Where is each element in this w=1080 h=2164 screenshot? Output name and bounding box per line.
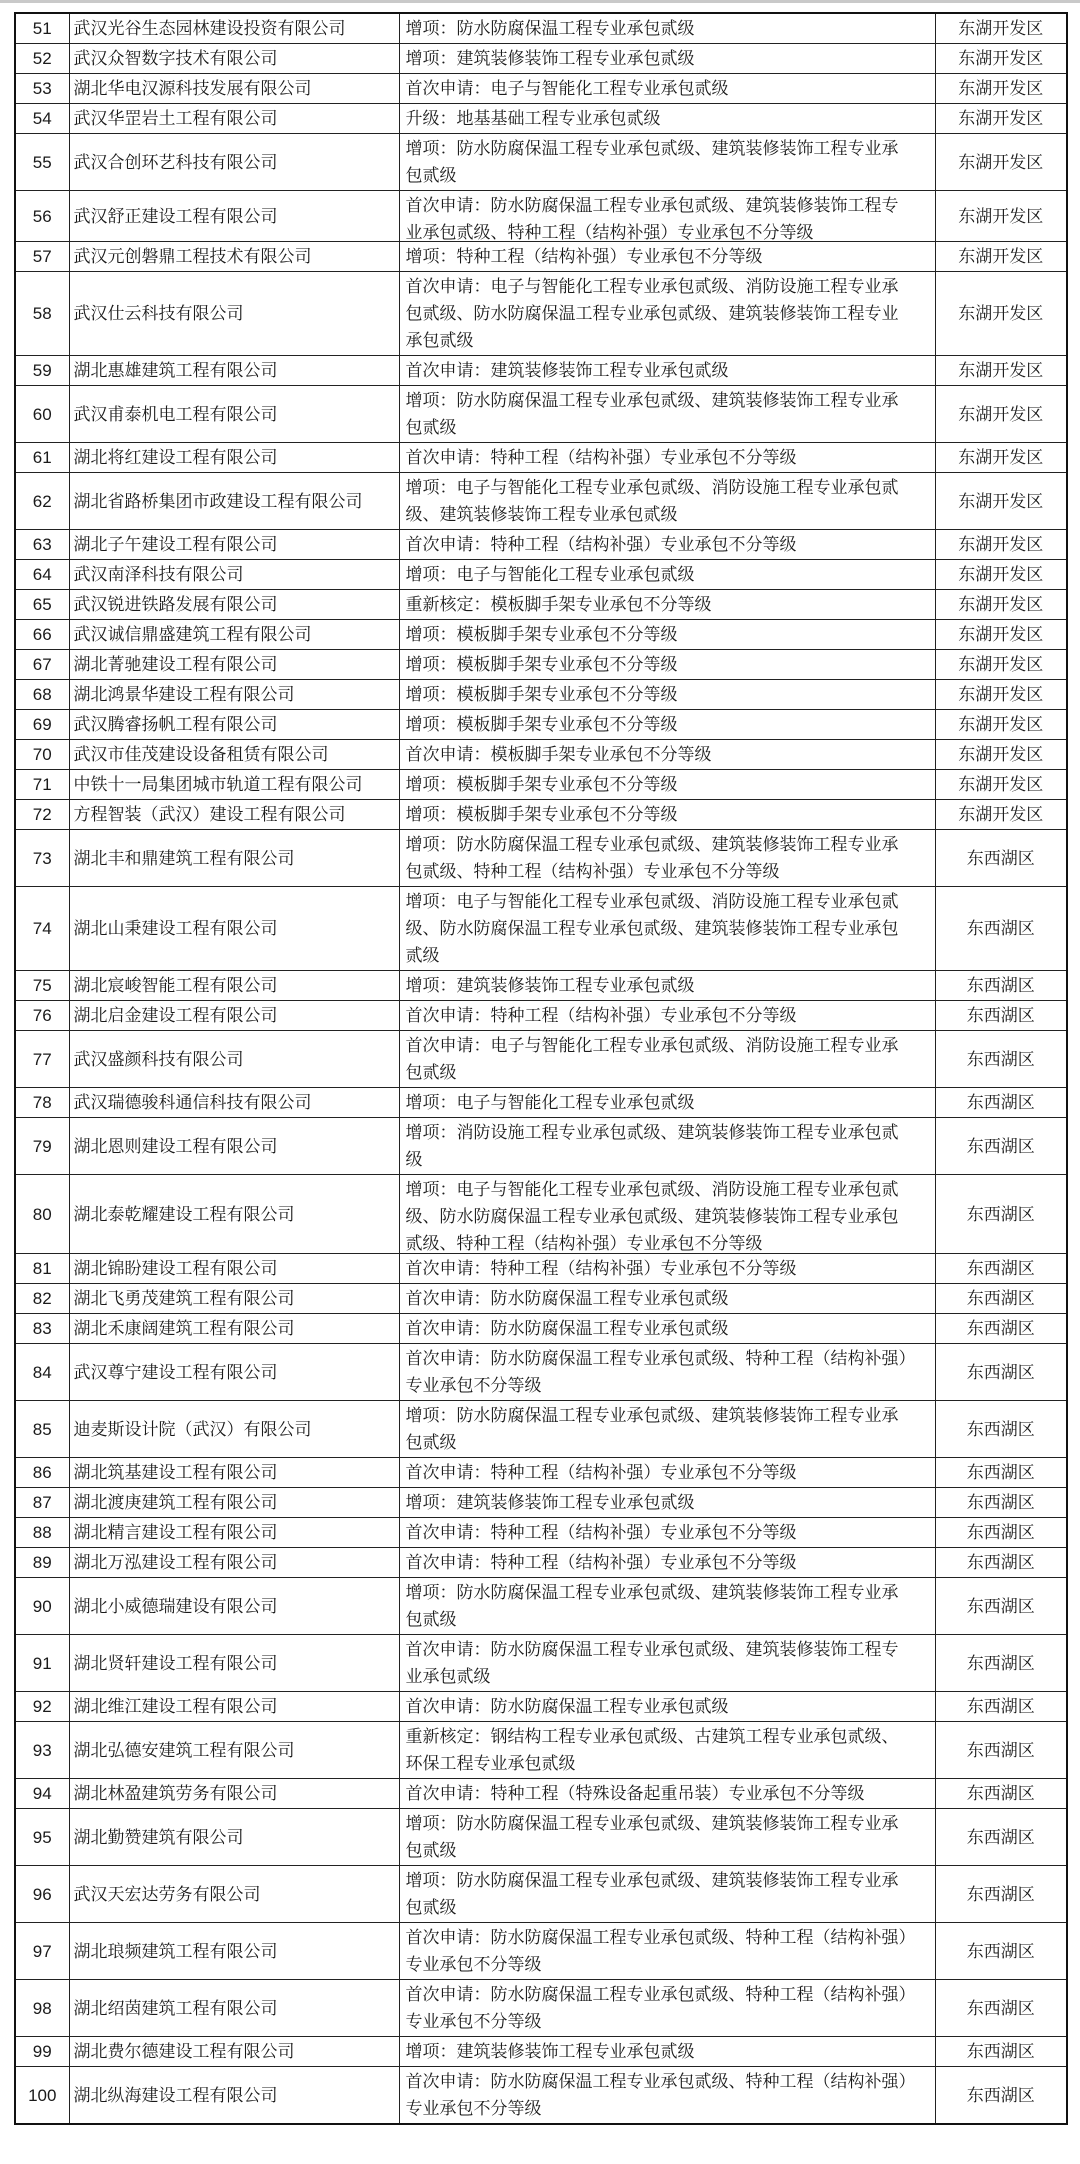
company-cell: 湖北筑基建设工程有限公司 [69,1458,399,1488]
district-cell: 东西湖区 [935,1923,1067,1980]
qualification-cell: 首次申请：特种工程（结构补强）专业承包不分等级 [399,1254,935,1284]
qualification-cell: 增项：防水防腐保温工程专业承包贰级、建筑装修装饰工程专业承包贰级 [399,1809,935,1866]
table-row [15,1578,1067,1635]
district-cell: 东湖开发区 [935,242,1067,272]
row-number-cell: 67 [15,650,69,680]
district-cell: 东湖开发区 [935,620,1067,650]
table-row [15,1344,1067,1401]
company-cell: 武汉天宏达劳务有限公司 [69,1866,399,1923]
row-number-cell: 52 [15,44,69,74]
table-row [15,770,1067,800]
company-cell: 湖北精言建设工程有限公司 [69,1518,399,1548]
district-cell: 东西湖区 [935,1118,1067,1175]
row-number-cell: 74 [15,887,69,971]
qualification-cell: 升级：地基基础工程专业承包贰级 [399,104,935,134]
district-cell: 东西湖区 [935,830,1067,887]
qualification-cell: 首次申请：特种工程（结构补强）专业承包不分等级 [399,1518,935,1548]
qualification-cell: 增项：消防设施工程专业承包贰级、建筑装修装饰工程专业承包贰级 [399,1118,935,1175]
row-number-cell: 72 [15,800,69,830]
qualification-cell: 增项：防水防腐保温工程专业承包贰级 [399,13,935,44]
qualification-cell: 首次申请：特种工程（结构补强）专业承包不分等级 [399,1548,935,1578]
row-number-cell: 79 [15,1118,69,1175]
company-cell: 湖北飞勇茂建筑工程有限公司 [69,1284,399,1314]
qualification-cell: 首次申请：防水防腐保温工程专业承包贰级 [399,1692,935,1722]
district-cell: 东西湖区 [935,1088,1067,1118]
company-cell: 武汉锐进铁路发展有限公司 [69,590,399,620]
company-cell: 湖北小威德瑞建设有限公司 [69,1578,399,1635]
company-cell: 武汉尊宁建设工程有限公司 [69,1344,399,1401]
company-cell: 湖北省路桥集团市政建设工程有限公司 [69,473,399,530]
qualification-cell: 增项：模板脚手架专业承包不分等级 [399,770,935,800]
district-cell: 东湖开发区 [935,104,1067,134]
qualification-text: 增项：电子与智能化工程专业承包贰级、消防设施工程专业承包贰级、防水防腐保温工程专业承包贰级、建筑装修装饰工程专业承包贰级、特种工程（结构补强）专业承包不分等级 [405,1180,899,1252]
row-number-cell: 68 [15,680,69,710]
district-cell: 东湖开发区 [935,443,1067,473]
qualification-cell [399,1175,935,1254]
district-cell: 东湖开发区 [935,770,1067,800]
district-cell: 东湖开发区 [935,473,1067,530]
district-cell: 东湖开发区 [935,680,1067,710]
company-cell: 武汉元创磐鼎工程技术有限公司 [69,242,399,272]
company-cell: 湖北山秉建设工程有限公司 [69,887,399,971]
qualification-cell: 首次申请：防水防腐保温工程专业承包贰级 [399,1314,935,1344]
company-cell: 武汉华罡岩土工程有限公司 [69,104,399,134]
row-number-cell: 100 [15,2067,69,2125]
document-page [0,3,1080,2131]
company-cell: 湖北子午建设工程有限公司 [69,530,399,560]
row-number-cell: 61 [15,443,69,473]
table-row [15,13,1067,44]
row-number-cell: 51 [15,13,69,44]
district-cell: 东湖开发区 [935,710,1067,740]
company-cell: 武汉仕云科技有限公司 [69,272,399,356]
row-number-cell: 65 [15,590,69,620]
table-row [15,1866,1067,1923]
table-row [15,1488,1067,1518]
qualification-cell: 增项：防水防腐保温工程专业承包贰级、建筑装修装饰工程专业承包贰级 [399,1866,935,1923]
company-cell: 湖北万泓建设工程有限公司 [69,1548,399,1578]
company-cell: 湖北鸿景华建设工程有限公司 [69,680,399,710]
company-cell: 武汉瑞德骏科通信科技有限公司 [69,1088,399,1118]
company-cell: 湖北禾康阔建筑工程有限公司 [69,1314,399,1344]
district-cell: 东湖开发区 [935,13,1067,44]
table-row [15,1809,1067,1866]
qualification-cell: 首次申请：特种工程（结构补强）专业承包不分等级 [399,1458,935,1488]
district-cell: 东西湖区 [935,887,1067,971]
qualification-table [14,12,1068,2125]
district-cell: 东西湖区 [935,1722,1067,1779]
company-cell: 湖北琅频建筑工程有限公司 [69,1923,399,1980]
row-number-cell: 95 [15,1809,69,1866]
table-row [15,530,1067,560]
row-number-cell: 53 [15,74,69,104]
district-cell: 东西湖区 [935,1284,1067,1314]
qualification-cell: 增项：电子与智能化工程专业承包贰级、消防设施工程专业承包贰级、建筑装修装饰工程专业承包贰级 [399,473,935,530]
row-number-cell: 58 [15,272,69,356]
qualification-text: 首次申请：防水防腐保温工程专业承包贰级、建筑装修装饰工程专业承包贰级、特种工程（结构补强）专业承包不分等级 [405,196,899,240]
table-row [15,1401,1067,1458]
table-row [15,1031,1067,1088]
company-cell: 湖北费尔德建设工程有限公司 [69,2037,399,2067]
district-cell: 东西湖区 [935,2037,1067,2067]
district-cell: 东西湖区 [935,2067,1067,2125]
qualification-cell: 增项：防水防腐保温工程专业承包贰级、建筑装修装饰工程专业承包贰级 [399,1578,935,1635]
company-cell: 湖北宸峻智能工程有限公司 [69,971,399,1001]
qualification-cell: 首次申请：防水防腐保温工程专业承包贰级、特种工程（结构补强）专业承包不分等级 [399,1980,935,2037]
row-number-cell: 83 [15,1314,69,1344]
table-row [15,1001,1067,1031]
table-row [15,242,1067,272]
district-cell: 东西湖区 [935,1314,1067,1344]
row-number-cell: 98 [15,1980,69,2037]
district-cell: 东湖开发区 [935,74,1067,104]
company-cell: 湖北启金建设工程有限公司 [69,1001,399,1031]
row-number-cell: 99 [15,2037,69,2067]
table-row [15,887,1067,971]
company-cell: 方程智装（武汉）建设工程有限公司 [69,800,399,830]
company-cell: 迪麦斯设计院（武汉）有限公司 [69,1401,399,1458]
company-cell: 湖北纵海建设工程有限公司 [69,2067,399,2125]
row-number-cell: 76 [15,1001,69,1031]
table-row [15,134,1067,191]
company-cell: 武汉诚信鼎盛建筑工程有限公司 [69,620,399,650]
district-cell: 东湖开发区 [935,590,1067,620]
row-number-cell: 86 [15,1458,69,1488]
district-cell: 东湖开发区 [935,272,1067,356]
row-number-cell: 84 [15,1344,69,1401]
district-cell: 东西湖区 [935,1344,1067,1401]
row-number-cell: 73 [15,830,69,887]
qualification-cell: 首次申请：特种工程（结构补强）专业承包不分等级 [399,530,935,560]
row-number-cell: 63 [15,530,69,560]
district-cell: 东西湖区 [935,1001,1067,1031]
company-cell: 湖北丰和鼎建筑工程有限公司 [69,830,399,887]
table-row [15,800,1067,830]
company-cell: 湖北恩则建设工程有限公司 [69,1118,399,1175]
company-cell: 武汉南泽科技有限公司 [69,560,399,590]
company-cell: 武汉众智数字技术有限公司 [69,44,399,74]
district-cell: 东西湖区 [935,1692,1067,1722]
row-number-cell: 56 [15,191,69,242]
qualification-cell [399,191,935,242]
company-cell: 湖北菁驰建设工程有限公司 [69,650,399,680]
qualification-cell: 增项：防水防腐保温工程专业承包贰级、建筑装修装饰工程专业承包贰级 [399,386,935,443]
qualification-cell: 增项：电子与智能化工程专业承包贰级、消防设施工程专业承包贰级、防水防腐保温工程专业承包贰级、建筑装修装饰工程专业承包贰级 [399,887,935,971]
qualification-cell: 首次申请：特种工程（特殊设备起重吊装）专业承包不分等级 [399,1779,935,1809]
qualification-cell: 增项：模板脚手架专业承包不分等级 [399,710,935,740]
row-number-cell: 94 [15,1779,69,1809]
district-cell: 东西湖区 [935,1809,1067,1866]
row-number-cell: 81 [15,1254,69,1284]
company-cell: 武汉甫泰机电工程有限公司 [69,386,399,443]
district-cell: 东湖开发区 [935,386,1067,443]
row-number-cell: 59 [15,356,69,386]
qualification-cell: 首次申请：模板脚手架专业承包不分等级 [399,740,935,770]
qualification-cell: 增项：建筑装修装饰工程专业承包贰级 [399,971,935,1001]
district-cell: 东西湖区 [935,971,1067,1001]
company-cell: 武汉盛颜科技有限公司 [69,1031,399,1088]
table-row [15,1254,1067,1284]
row-number-cell: 75 [15,971,69,1001]
table-row [15,1284,1067,1314]
qualification-cell: 首次申请：电子与智能化工程专业承包贰级 [399,74,935,104]
row-number-cell: 88 [15,1518,69,1548]
qualification-cell: 首次申请：防水防腐保温工程专业承包贰级 [399,1284,935,1314]
table-row [15,272,1067,356]
qualification-cell: 重新核定：模板脚手架专业承包不分等级 [399,590,935,620]
table-row [15,560,1067,590]
row-number-cell: 82 [15,1284,69,1314]
row-number-cell: 85 [15,1401,69,1458]
company-cell: 湖北贤轩建设工程有限公司 [69,1635,399,1692]
company-cell: 中铁十一局集团城市轨道工程有限公司 [69,770,399,800]
table-row [15,680,1067,710]
table-row [15,740,1067,770]
row-number-cell: 60 [15,386,69,443]
row-number-cell: 89 [15,1548,69,1578]
table-row [15,1779,1067,1809]
district-cell: 东西湖区 [935,1866,1067,1923]
row-number-cell: 69 [15,710,69,740]
company-cell: 武汉合创环艺科技有限公司 [69,134,399,191]
company-cell: 武汉舒正建设工程有限公司 [69,191,399,242]
district-cell: 东西湖区 [935,1980,1067,2037]
table-row [15,2067,1067,2125]
district-cell: 东湖开发区 [935,800,1067,830]
qualification-cell: 增项：电子与智能化工程专业承包贰级 [399,560,935,590]
table-row [15,1088,1067,1118]
qualification-table-body [15,13,1067,2124]
table-row [15,1722,1067,1779]
company-cell: 湖北泰乾耀建设工程有限公司 [69,1175,399,1254]
table-row [15,1548,1067,1578]
company-cell: 武汉市佳茂建设设备租赁有限公司 [69,740,399,770]
table-row [15,74,1067,104]
table-row [15,191,1067,242]
row-number-cell: 97 [15,1923,69,1980]
qualification-cell: 增项：防水防腐保温工程专业承包贰级、建筑装修装饰工程专业承包贰级 [399,1401,935,1458]
row-number-cell: 96 [15,1866,69,1923]
qualification-cell: 增项：防水防腐保温工程专业承包贰级、建筑装修装饰工程专业承包贰级、特种工程（结构补强）专业承包不分等级 [399,830,935,887]
table-row [15,1692,1067,1722]
table-row [15,1518,1067,1548]
company-cell: 湖北维江建设工程有限公司 [69,1692,399,1722]
district-cell: 东湖开发区 [935,356,1067,386]
row-number-cell: 62 [15,473,69,530]
table-row [15,971,1067,1001]
company-cell: 湖北林盈建筑劳务有限公司 [69,1779,399,1809]
table-row [15,2037,1067,2067]
table-row [15,473,1067,530]
row-number-cell: 54 [15,104,69,134]
table-row [15,710,1067,740]
row-number-cell: 78 [15,1088,69,1118]
district-cell: 东湖开发区 [935,560,1067,590]
table-row [15,830,1067,887]
row-number-cell: 57 [15,242,69,272]
table-row [15,590,1067,620]
company-cell: 湖北渡庚建筑工程有限公司 [69,1488,399,1518]
qualification-cell: 增项：特种工程（结构补强）专业承包不分等级 [399,242,935,272]
district-cell: 东西湖区 [935,1635,1067,1692]
table-row [15,1175,1067,1254]
qualification-cell: 首次申请：建筑装修装饰工程专业承包贰级 [399,356,935,386]
qualification-cell: 增项：模板脚手架专业承包不分等级 [399,680,935,710]
company-cell: 湖北惠雄建筑工程有限公司 [69,356,399,386]
district-cell: 东西湖区 [935,1401,1067,1458]
district-cell: 东西湖区 [935,1779,1067,1809]
qualification-cell: 增项：防水防腐保温工程专业承包贰级、建筑装修装饰工程专业承包贰级 [399,134,935,191]
district-cell: 东湖开发区 [935,191,1067,242]
company-cell: 湖北锦盼建设工程有限公司 [69,1254,399,1284]
row-number-cell: 77 [15,1031,69,1088]
company-cell: 湖北将红建设工程有限公司 [69,443,399,473]
company-cell: 武汉光谷生态园林建设投资有限公司 [69,13,399,44]
row-number-cell: 87 [15,1488,69,1518]
district-cell: 东西湖区 [935,1578,1067,1635]
table-row [15,386,1067,443]
table-row [15,44,1067,74]
company-cell: 武汉腾睿扬帆工程有限公司 [69,710,399,740]
company-cell: 湖北绍茵建筑工程有限公司 [69,1980,399,2037]
district-cell: 东西湖区 [935,1548,1067,1578]
qualification-cell: 增项：电子与智能化工程专业承包贰级 [399,1088,935,1118]
qualification-cell: 增项：模板脚手架专业承包不分等级 [399,620,935,650]
qualification-cell: 首次申请：防水防腐保温工程专业承包贰级、特种工程（结构补强）专业承包不分等级 [399,1344,935,1401]
table-row [15,1314,1067,1344]
district-cell: 东西湖区 [935,1175,1067,1254]
row-number-cell: 71 [15,770,69,800]
qualification-cell: 增项：建筑装修装饰工程专业承包贰级 [399,2037,935,2067]
qualification-cell: 首次申请：防水防腐保温工程专业承包贰级、特种工程（结构补强）专业承包不分等级 [399,2067,935,2125]
district-cell: 东湖开发区 [935,650,1067,680]
table-row [15,1980,1067,2037]
district-cell: 东西湖区 [935,1031,1067,1088]
district-cell: 东西湖区 [935,1254,1067,1284]
qualification-cell: 增项：模板脚手架专业承包不分等级 [399,650,935,680]
row-number-cell: 70 [15,740,69,770]
row-number-cell: 92 [15,1692,69,1722]
table-row [15,104,1067,134]
row-number-cell: 90 [15,1578,69,1635]
table-row [15,650,1067,680]
district-cell: 东湖开发区 [935,134,1067,191]
district-cell: 东西湖区 [935,1488,1067,1518]
company-cell: 湖北勤赞建筑有限公司 [69,1809,399,1866]
table-row [15,1118,1067,1175]
qualification-cell: 首次申请：电子与智能化工程专业承包贰级、消防设施工程专业承包贰级 [399,1031,935,1088]
district-cell: 东湖开发区 [935,44,1067,74]
table-row [15,1923,1067,1980]
table-row [15,1458,1067,1488]
row-number-cell: 55 [15,134,69,191]
row-number-cell: 64 [15,560,69,590]
qualification-cell: 增项：模板脚手架专业承包不分等级 [399,800,935,830]
district-cell: 东西湖区 [935,1458,1067,1488]
row-number-cell: 93 [15,1722,69,1779]
qualification-cell: 首次申请：特种工程（结构补强）专业承包不分等级 [399,443,935,473]
district-cell: 东西湖区 [935,1518,1067,1548]
qualification-cell: 首次申请：特种工程（结构补强）专业承包不分等级 [399,1001,935,1031]
qualification-cell: 增项：建筑装修装饰工程专业承包贰级 [399,1488,935,1518]
qualification-cell: 首次申请：防水防腐保温工程专业承包贰级、特种工程（结构补强）专业承包不分等级 [399,1923,935,1980]
table-row [15,443,1067,473]
qualification-cell: 增项：建筑装修装饰工程专业承包贰级 [399,44,935,74]
row-number-cell: 66 [15,620,69,650]
table-row [15,620,1067,650]
table-row [15,1635,1067,1692]
row-number-cell: 91 [15,1635,69,1692]
company-cell: 湖北华电汉源科技发展有限公司 [69,74,399,104]
qualification-cell: 首次申请：电子与智能化工程专业承包贰级、消防设施工程专业承包贰级、防水防腐保温工程专业承包贰级、建筑装修装饰工程专业承包贰级 [399,272,935,356]
table-row [15,356,1067,386]
qualification-cell: 重新核定：钢结构工程专业承包贰级、古建筑工程专业承包贰级、环保工程专业承包贰级 [399,1722,935,1779]
row-number-cell: 80 [15,1175,69,1254]
company-cell: 湖北弘德安建筑工程有限公司 [69,1722,399,1779]
district-cell: 东湖开发区 [935,530,1067,560]
qualification-cell: 首次申请：防水防腐保温工程专业承包贰级、建筑装修装饰工程专业承包贰级 [399,1635,935,1692]
district-cell: 东湖开发区 [935,740,1067,770]
